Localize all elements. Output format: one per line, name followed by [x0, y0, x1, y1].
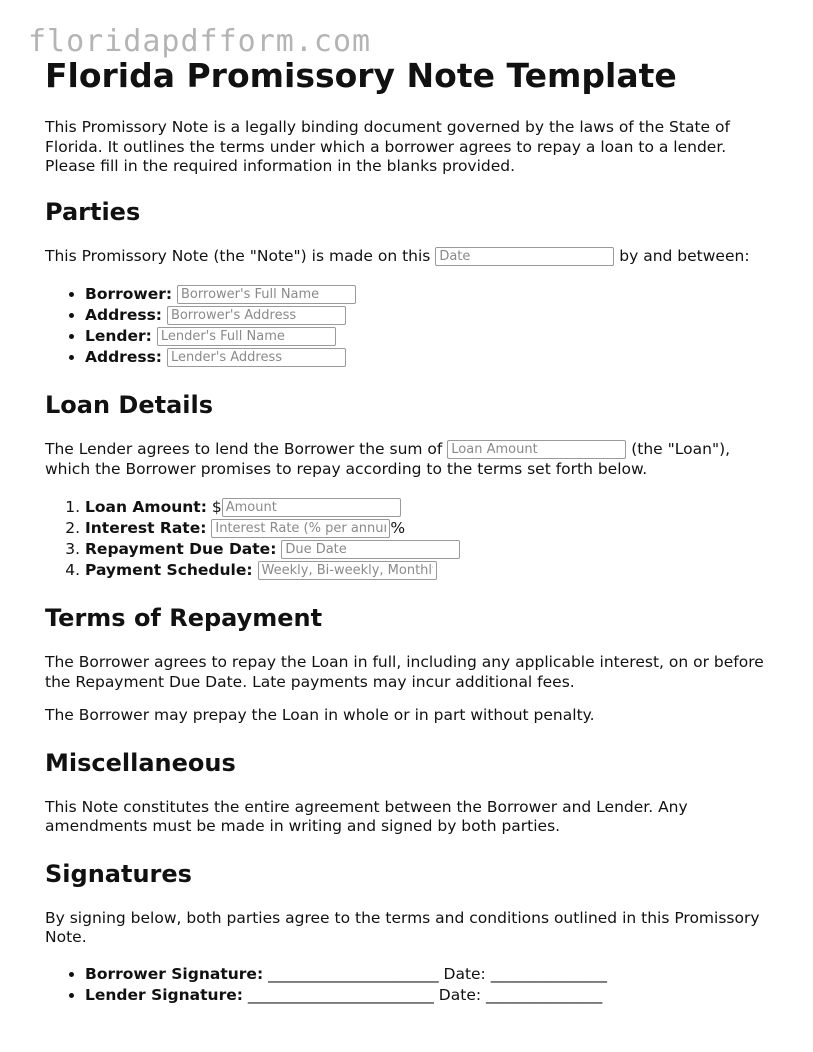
list-item: [85, 964, 775, 985]
lender-address-label: Address:: [85, 348, 162, 366]
signatures-paragraph: By signing below, both parties agree to the terms and conditions outlined in this Promissory Note.: [45, 908, 760, 946]
lender-label: Lender:: [85, 327, 152, 345]
loan-lead-before: The Lender agrees to lend the Borrower the sum of: [45, 440, 443, 458]
borrower-address-input[interactable]: [167, 306, 346, 325]
list-item: [85, 518, 775, 539]
loan-amount-input[interactable]: [222, 498, 401, 517]
lender-address-input[interactable]: [167, 348, 346, 367]
list-item: [85, 347, 775, 368]
payment-schedule-label: Payment Schedule:: [85, 561, 253, 579]
page-title: Florida Promissory Note Template: [45, 56, 677, 95]
list-item: [85, 985, 775, 1006]
parties-list: [45, 284, 775, 368]
lender-signature-line: ________________________ Date: _______________: [247, 985, 603, 1004]
note-date-input[interactable]: [435, 247, 614, 266]
borrower-address-label: Address:: [85, 306, 162, 324]
loan-details-heading: Loan Details: [45, 391, 214, 419]
watermark: floridapdfform.com: [28, 24, 372, 59]
lender-signature-label: Lender Signature:: [85, 985, 243, 1004]
list-item: [85, 539, 775, 560]
repayment-paragraph-1: The Borrower agrees to repay the Loan in full, including any applicable interest, on or before the Repayment Due Date. Late payments may incur additional fees.: [45, 653, 764, 691]
repayment-heading: Terms of Repayment: [45, 604, 323, 632]
due-date-input[interactable]: [281, 540, 460, 559]
parties-lead-after: by and between:: [619, 246, 750, 265]
list-item: [85, 284, 775, 305]
signatures-heading: Signatures: [45, 859, 192, 888]
list-item: [85, 305, 775, 326]
list-item: [85, 326, 775, 347]
loan-lead-after: (the "Loan"), which the Borrower promises to repay according to the terms set forth below.: [45, 440, 731, 478]
interest-rate-label: Interest Rate:: [85, 519, 207, 537]
borrower-signature-line: ______________________ Date: _______________: [268, 964, 607, 983]
intro-paragraph: This Promissory Note is a legally binding document governed by the laws of the State of Florida. It outlines the terms under which a borrower agrees to repay a loan to a lender. Please fill in the required information in the blanks provided.: [45, 118, 730, 175]
document-page: [45, 56, 775, 1028]
parties-lead: [45, 247, 775, 267]
list-item: [85, 497, 775, 518]
due-date-label: Repayment Due Date:: [85, 540, 277, 558]
payment-schedule-input[interactable]: [258, 561, 437, 580]
miscellaneous-paragraph: This Note constitutes the entire agreement between the Borrower and Lender. Any amendments must be made in writing and signed by both parties.: [45, 797, 688, 835]
miscellaneous-heading: Miscellaneous: [45, 748, 236, 777]
loan-lead: [45, 440, 775, 479]
signatures-list: [45, 964, 775, 1006]
parties-heading: Parties: [45, 197, 141, 226]
loan-details-list: [45, 497, 775, 581]
repayment-paragraph-2: The Borrower may prepay the Loan in whole or in part without penalty.: [45, 706, 595, 724]
loan-sum-input[interactable]: [447, 440, 626, 459]
lender-name-input[interactable]: [157, 327, 336, 346]
borrower-name-input[interactable]: [177, 285, 356, 304]
list-item: [85, 560, 775, 581]
loan-amount-label: Loan Amount:: [85, 498, 207, 516]
borrower-label: Borrower:: [85, 285, 173, 303]
parties-lead-before: This Promissory Note (the "Note") is made on this: [45, 246, 431, 265]
dollar-prefix: $: [211, 498, 222, 516]
interest-rate-input[interactable]: [211, 519, 390, 538]
borrower-signature-label: Borrower Signature:: [85, 964, 264, 983]
percent-suffix: %: [390, 519, 406, 537]
